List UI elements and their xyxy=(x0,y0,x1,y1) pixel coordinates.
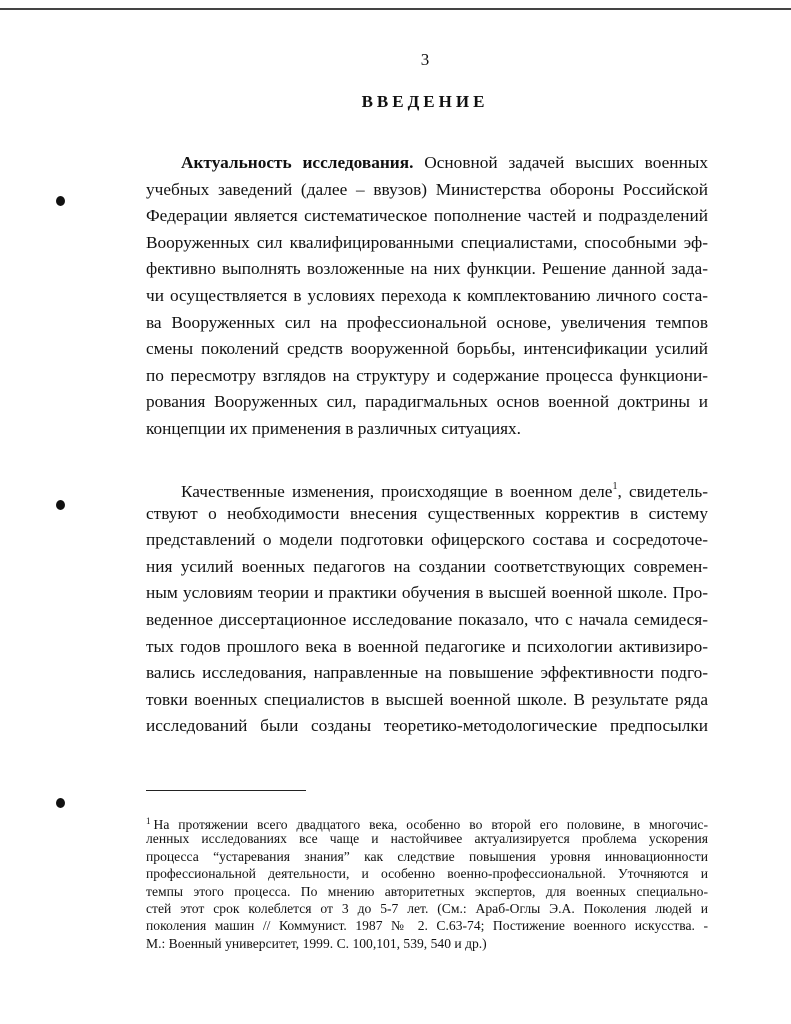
page-number: 3 xyxy=(420,50,430,69)
footnote-line: М.: Военный университет, 1999. С. 100,101, 539, 540 и др.) xyxy=(146,935,487,951)
paragraph-line: рования Вооруженных сил, парадигмальных основ военной доктрины и xyxy=(146,392,708,412)
paragraph-line: товки военных специалистов в высшей военной школе. В результате ряда xyxy=(146,689,708,709)
paragraph-lead: Актуальность исследования. xyxy=(181,153,414,172)
footnote-line: профессиональной деятельности, и особенно военно-профессиональной. Уточняются и xyxy=(146,866,708,882)
paragraph-line: Федерации является систематическое пополнение частей и подразделений xyxy=(146,206,708,226)
paragraph-line: ния усилий военных педагогов на создании соответствующих современ- xyxy=(146,556,708,576)
paragraph-line: смены поколений средств вооруженной борьбы, интенсификации усилий xyxy=(146,339,708,359)
scan-top-border xyxy=(0,8,791,10)
footnote-mark: 1 xyxy=(146,816,151,826)
paragraph-line: ствуют о необходимости внесения существенных корректив в систему xyxy=(146,503,708,523)
paragraph-line: исследований были созданы теоретико-методологические предпосылки xyxy=(146,716,708,736)
punch-hole-mark xyxy=(56,500,65,510)
paragraph-line: Качественные изменения, происходящие в военном деле$^1$, свидетель- xyxy=(181,481,708,501)
footnote-separator xyxy=(146,790,306,791)
paragraph-changes xyxy=(146,474,708,740)
footnote xyxy=(146,813,708,952)
punch-hole-mark xyxy=(56,196,65,206)
paragraph-line: по пересмотру взглядов на структуру и содержание процесса функциони- xyxy=(146,365,708,385)
paragraph-line: представлений о модели подготовки офицерского состава и сосредоточе- xyxy=(146,530,708,550)
punch-hole-mark xyxy=(56,798,65,808)
paragraph-line: ным условиям теории и практики обучения в высшей военной школе. Про- xyxy=(146,583,708,603)
footnote-line: поколения машин // Коммунист. 1987 № 2. С.63-74; Постижение военного искусства. - xyxy=(146,918,708,934)
paragraph-line: ва Вооруженных сил на профессиональной основе, увеличения темпов xyxy=(146,312,708,332)
paragraph-line: учебных заведений (далее – ввузов) Министерства обороны Российской xyxy=(146,179,708,199)
paragraph-relevance xyxy=(146,150,708,443)
footnote-reference[interactable]: 1 xyxy=(612,481,618,492)
page-title: ВВЕДЕНИЕ xyxy=(361,92,489,111)
footnote-line: стей этот срок колеблется от 3 до 5-7 лет. (См.: Араб-Оглы Э.А. Поколения людей и xyxy=(146,900,708,916)
paragraph-line: веденное диссертационное исследование показало, что с начала семидеся- xyxy=(146,609,708,629)
paragraph-line: тых годов прошлого века в военной педагогике и психологии активизиро- xyxy=(146,636,708,656)
footnote-line: процесса “устаревания знания” как следствие повышения уровня инновационности xyxy=(146,848,708,864)
paragraph-line: Актуальность исследования. Основной задачей высших военных xyxy=(181,153,708,172)
paragraph-line: вались исследования, направленные на повышение эффективности подго- xyxy=(146,663,708,683)
footnote-line: $^1$ На протяжении всего двадцатого века, особенно во второй его половине, в многочис- xyxy=(146,816,708,832)
footnote-line: темпы этого процесса. По мнению авторитетных экспертов, для военных специально- xyxy=(146,883,708,899)
paragraph-line: концепции их применения в различных ситуациях. xyxy=(146,418,522,438)
footnote-line: ленных исследованиях все чаще и настойчивее актуализируется проблема ускорения xyxy=(146,831,708,847)
paragraph-line: чи осуществляется в условиях перехода к комплектованию личного соста- xyxy=(146,285,708,305)
paragraph-line: Вооруженных сил квалифицированными специалистами, способными эф- xyxy=(146,232,708,252)
paragraph-line: фективно выполнять возложенные на них функции. Решение данной зада- xyxy=(146,259,708,279)
